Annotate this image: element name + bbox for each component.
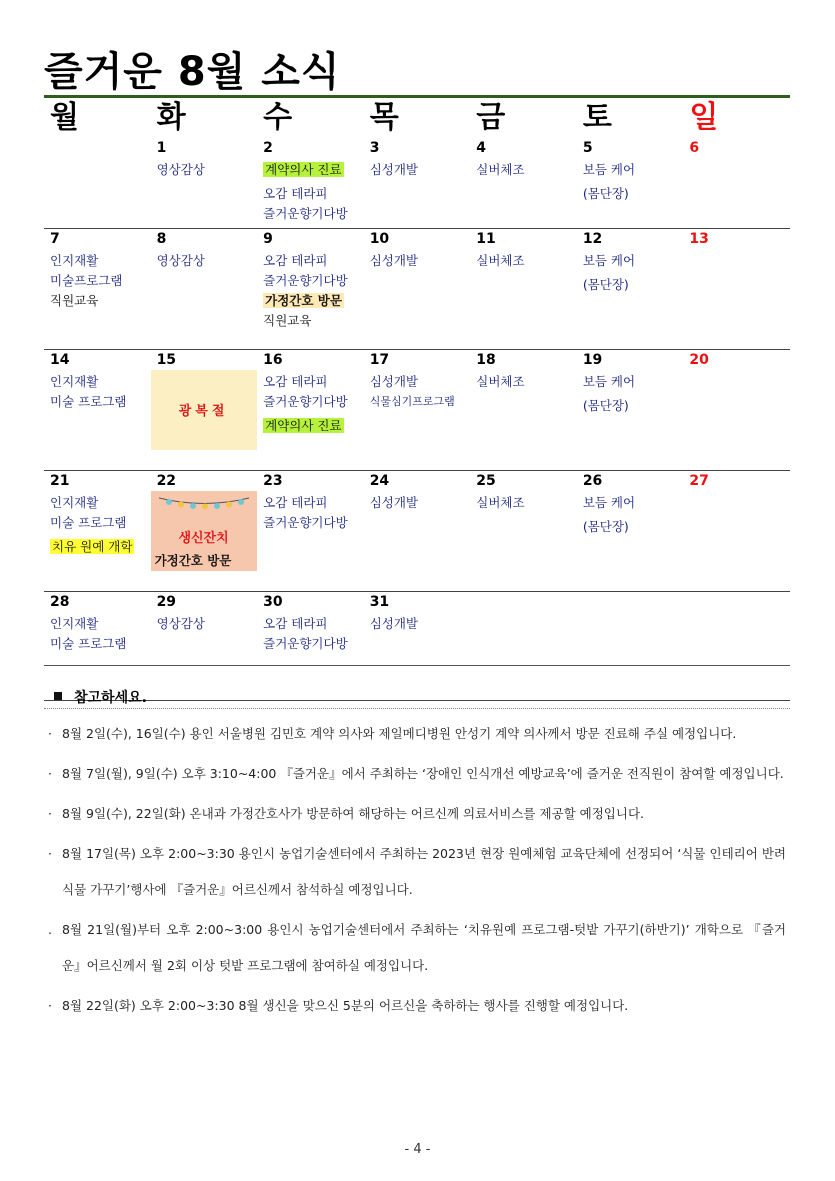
event-label: 즐거운향기다방: [263, 394, 348, 409]
day-number: [577, 592, 684, 612]
calendar-week: [44, 592, 790, 701]
day-number-row: [44, 350, 790, 370]
day-cell: [44, 158, 151, 224]
day-cell: [683, 370, 790, 436]
event-item: [476, 251, 577, 271]
event-item: [157, 251, 258, 271]
day-cell: [44, 491, 151, 557]
day-cell: [257, 158, 364, 224]
day-number: 17: [369, 352, 390, 368]
note-text: 8월 9일(수), 22일(화) 온내과 가정간호사가 방문하여 해당하는 어르신께 의료서비스를 제공할 예정입니다.: [62, 806, 645, 821]
event-label: 보듬 케어: [582, 495, 636, 510]
day-number: 2: [263, 140, 273, 156]
calendar-week: [44, 350, 790, 471]
note-bullet: ·: [48, 998, 52, 1013]
weekday-thu: 목: [369, 100, 399, 135]
event-item: [476, 372, 577, 392]
day-number: 31: [369, 594, 390, 610]
day-cell: [364, 612, 471, 654]
event-label: 인지재활: [50, 253, 99, 268]
day-number: 19: [582, 352, 603, 368]
note-item: [46, 716, 786, 752]
note-text: 8월 22일(화) 오후 2:00~3:30 8월 생신을 맞으신 5분의 어르신을 축하하는 행사를 진행할 예정입니다.: [62, 998, 629, 1013]
event-item: [476, 160, 577, 180]
event-label: 심성개발: [369, 616, 418, 631]
day-cell: [683, 249, 790, 331]
note-bullet: .: [48, 922, 52, 937]
day-number: 11: [476, 231, 496, 247]
note-bullet: ·: [48, 806, 52, 821]
day-cell: [470, 491, 577, 557]
day-number: 29: [156, 594, 177, 610]
event-label: 실버체조: [476, 162, 525, 177]
weekday-tue: 화: [156, 100, 186, 135]
event-label: 영상감상: [156, 162, 205, 177]
event-item: [157, 160, 258, 180]
garland-icon: [157, 495, 251, 515]
day-cell: [683, 158, 790, 224]
event-label: 즐거운향기다방: [263, 515, 348, 530]
day-cell: [577, 249, 684, 331]
day-number: 6: [689, 140, 700, 156]
event-label: (몸단장): [582, 186, 629, 201]
event-label: 계약의사 진료: [265, 162, 342, 177]
day-number: 16: [263, 352, 283, 368]
day-cells-row: [44, 158, 790, 224]
notes-list: [46, 716, 786, 1028]
event-item: [583, 372, 684, 392]
day-cell: [257, 370, 364, 436]
event-item: [263, 493, 364, 513]
event-label: 보듬 케어: [582, 374, 636, 389]
event-label: 식물심기프로그램: [369, 395, 455, 408]
day-number-row: [44, 592, 790, 612]
event-item: [263, 184, 364, 204]
event-label: (몸단장): [582, 519, 629, 534]
note-item: [46, 796, 786, 832]
birthday-cell: [151, 491, 257, 571]
day-number: 23: [263, 473, 283, 489]
event-label: 오감 테라피: [263, 374, 328, 389]
event-item: [50, 493, 151, 513]
day-cell: [577, 158, 684, 224]
event-item: [583, 275, 684, 295]
holiday-label: 광복절: [178, 404, 229, 419]
holiday-cell: [151, 370, 257, 450]
event-label: 미술 프로그램: [50, 394, 127, 409]
calendar-weeks: [44, 138, 790, 701]
day-number: 26: [582, 473, 603, 489]
event-item: [370, 614, 471, 634]
event-item: [583, 160, 684, 180]
event-label: 실버체조: [476, 495, 525, 510]
note-text: 8월 7일(월), 9일(수) 오후 3:10~4:00 『즐거운』에서 주최하는 ‘장애인 인식개선 예방교육’에 즐거운 전직원이 참여할 예정입니다.: [62, 766, 784, 781]
event-item: [263, 372, 364, 392]
event-item: [583, 517, 684, 537]
day-cell: [577, 491, 684, 557]
note-item: [46, 756, 786, 792]
day-number: 12: [582, 231, 603, 247]
notes-divider: [44, 708, 790, 709]
event-item: [263, 251, 364, 271]
event-item: [263, 392, 364, 412]
weekday-wed: 수: [263, 100, 293, 135]
day-cell: [364, 370, 471, 436]
day-cells-row: [44, 612, 790, 654]
event-item: [263, 311, 364, 331]
day-number: 24: [369, 473, 390, 489]
day-cell: [44, 249, 151, 331]
event-label: 미술 프로그램: [50, 636, 127, 651]
day-cell: [257, 491, 364, 557]
event-item: [50, 271, 151, 291]
event-item: [370, 493, 471, 513]
event-label: 미술프로그램: [50, 273, 123, 288]
day-cell: [151, 158, 258, 224]
note-item: [46, 988, 786, 1024]
event-item: [583, 396, 684, 416]
event-label: 인지재활: [50, 495, 99, 510]
event-item: [263, 204, 364, 224]
event-item: [50, 291, 151, 311]
square-bullet-icon: [54, 692, 62, 700]
event-item: [263, 614, 364, 634]
event-label: 즐거운향기다방: [263, 206, 348, 221]
day-cell: [577, 370, 684, 436]
day-number: 8: [156, 231, 167, 247]
event-label: 즐거운향기다방: [263, 636, 348, 651]
day-number-row: [44, 229, 790, 249]
day-number: 21: [50, 473, 70, 489]
event-label: 계약의사 진료: [265, 418, 342, 433]
event-label: 미술 프로그램: [50, 515, 127, 530]
weekday-mon: 월: [50, 100, 79, 135]
day-cell: [470, 612, 577, 654]
day-number: 22: [156, 473, 177, 489]
event-item: [370, 392, 471, 412]
event-label: 직원교육: [263, 313, 312, 328]
note-text: 8월 21일(월)부터 오후 2:00~3:00 용인시 농업기술센터에서 주최하는 ‘치유원예 프로그램-텃밭 가꾸기(하반기)’ 개학으로 『즐거운』어르신께서 월 2회 이상 텃밭 프로그램에 참여하실 예정입니다.: [62, 922, 786, 973]
day-cell: [577, 612, 684, 654]
event-item: [370, 160, 471, 180]
event-item: [263, 513, 364, 533]
event-label: 영상감상: [156, 616, 205, 631]
note-text: 8월 17일(목) 오후 2:00~3:30 용인시 농업기술센터에서 주최하는 2023년 현장 원예체험 교육단체에 선정되어 ‘식물 인테리어 반려식물 가꾸기’행사에 『즐거운』어르신께서 참석하실 예정입니다.: [62, 846, 786, 897]
event-item: [583, 251, 684, 271]
weekday-sun: 일: [689, 100, 719, 135]
day-number: 4: [476, 140, 486, 156]
day-number: 25: [476, 473, 496, 489]
day-cell: [683, 612, 790, 654]
event-item: [50, 372, 151, 392]
event-label: 인지재활: [50, 616, 99, 631]
page-title: 즐거운 8월 소식: [44, 49, 341, 95]
page-number: - 4 -: [404, 1142, 431, 1157]
day-cell: [470, 370, 577, 436]
event-label: 심성개발: [369, 495, 418, 510]
day-number: [683, 592, 790, 612]
event-label: 심성개발: [369, 162, 418, 177]
day-number: 7: [50, 231, 60, 247]
event-item: [50, 614, 151, 634]
day-cells-row: [44, 249, 790, 331]
event-item: [50, 634, 151, 654]
day-number: 13: [689, 231, 709, 247]
event-item: [583, 184, 684, 204]
calendar-bottom-rule: [44, 665, 790, 666]
event-label: 실버체조: [476, 253, 525, 268]
calendar: [44, 98, 790, 701]
event-label: 직원교육: [50, 293, 99, 308]
event-label: 치유 원예 개학: [52, 539, 133, 554]
event-item: [50, 392, 151, 412]
day-cell: [151, 612, 258, 654]
event-label: 오감 테라피: [263, 495, 328, 510]
day-number-row: [44, 471, 790, 491]
event-label: 가정간호 방문: [265, 293, 342, 308]
event-item: [476, 493, 577, 513]
event-item: [157, 614, 258, 634]
note-bullet: ·: [48, 726, 52, 741]
note-bullet: ·: [48, 846, 52, 861]
birthday-visit: 가정간호 방문: [154, 553, 232, 568]
event-item: [50, 513, 151, 533]
day-number: 30: [263, 594, 283, 610]
event-item: [263, 291, 364, 311]
weekday-fri: 금: [476, 100, 506, 135]
event-label: 실버체조: [476, 374, 525, 389]
day-cell: [683, 491, 790, 557]
note-item: [46, 912, 786, 984]
day-number-row: [44, 138, 790, 158]
event-label: (몸단장): [582, 277, 629, 292]
calendar-week: [44, 229, 790, 350]
event-label: (몸단장): [582, 398, 629, 413]
event-label: 오감 테라피: [263, 186, 328, 201]
day-number: 28: [50, 594, 70, 610]
event-item: [50, 537, 151, 557]
day-number: [44, 138, 151, 158]
weekday-header: [44, 98, 790, 138]
event-label: 심성개발: [369, 253, 418, 268]
event-item: [263, 416, 364, 436]
day-number: 27: [689, 473, 709, 489]
note-bullet: ·: [48, 766, 52, 781]
event-item: [263, 271, 364, 291]
day-cell: [257, 612, 364, 654]
event-label: 보듬 케어: [582, 253, 636, 268]
birthday-title: 생신잔치: [178, 531, 229, 546]
calendar-week: [44, 138, 790, 229]
day-number: 18: [476, 352, 496, 368]
day-number: 20: [689, 352, 709, 368]
event-item: [370, 251, 471, 271]
event-label: 오감 테라피: [263, 253, 328, 268]
day-number: 14: [50, 352, 70, 368]
day-number: 3: [369, 140, 380, 156]
event-label: 영상감상: [156, 253, 205, 268]
notes-title: 참고하세요.: [74, 690, 147, 706]
day-cell: [470, 249, 577, 331]
event-item: [263, 634, 364, 654]
day-number: 9: [263, 231, 273, 247]
day-number: 10: [369, 231, 390, 247]
event-label: 오감 테라피: [263, 616, 328, 631]
event-item: [583, 493, 684, 513]
notes-heading: [54, 687, 147, 707]
event-label: 인지재활: [50, 374, 99, 389]
day-cell: [44, 612, 151, 654]
day-cell: [470, 158, 577, 224]
day-number: 1: [156, 140, 167, 156]
event-label: 심성개발: [369, 374, 418, 389]
day-number: 5: [582, 140, 593, 156]
day-number: 15: [156, 352, 177, 368]
event-label: 보듬 케어: [582, 162, 636, 177]
event-item: [370, 372, 471, 392]
day-cell: [257, 249, 364, 331]
day-number: [470, 592, 577, 612]
calendar-week: [44, 471, 790, 592]
note-text: 8월 2일(수), 16일(수) 용인 서울병원 김민호 계약 의사와 제일메디병원 안성기 계약 의사께서 방문 진료해 주실 예정입니다.: [62, 726, 737, 741]
event-item: [263, 160, 364, 180]
day-cell: [364, 491, 471, 557]
day-cell: [151, 249, 258, 331]
day-cell: [364, 249, 471, 331]
weekday-sat: 토: [582, 100, 612, 135]
day-cell: [44, 370, 151, 436]
note-item: [46, 836, 786, 908]
event-label: 즐거운향기다방: [263, 273, 348, 288]
event-item: [50, 251, 151, 271]
day-cell: [364, 158, 471, 224]
